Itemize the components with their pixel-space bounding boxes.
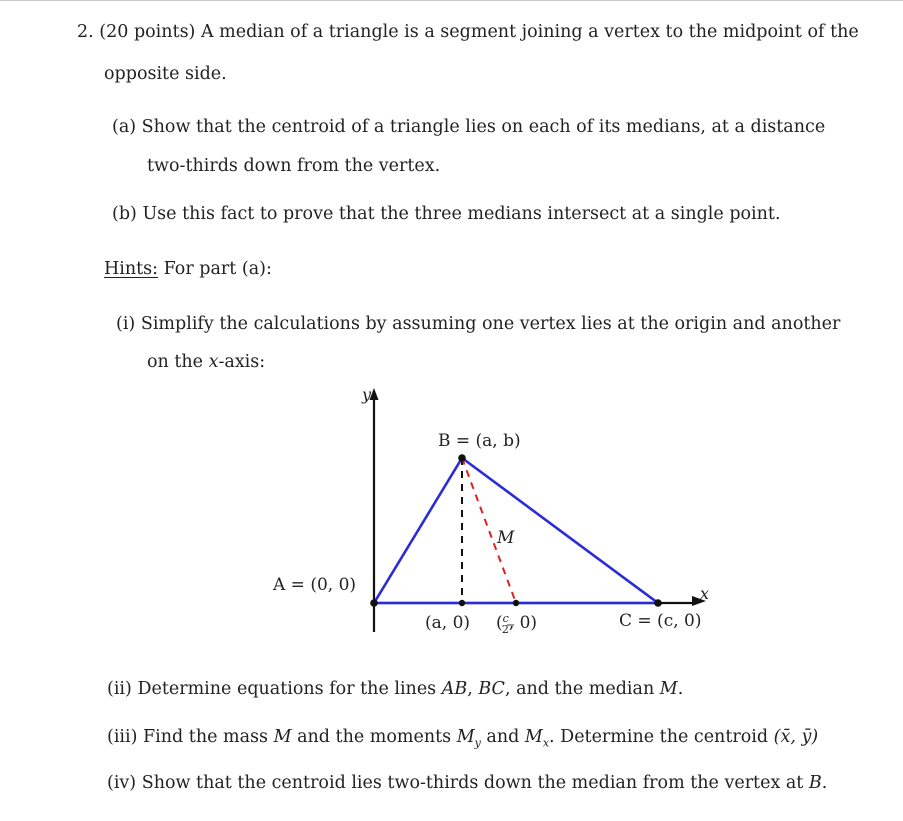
part-a-line-2 [147, 155, 440, 177]
step-i-line-1 [116, 313, 840, 335]
part-a-line-1 [112, 116, 825, 138]
step-iii-mid2: . Determine the centroid [549, 727, 774, 747]
label-A: A = (0, 0) [273, 575, 357, 595]
problem-number: 2. [77, 22, 94, 42]
step-iv-b: B [808, 773, 822, 793]
midpoint-dot [513, 600, 519, 606]
label-C: C = (c, 0) [619, 611, 702, 631]
vertex-C-dot [654, 599, 662, 607]
hints-label: Hints: [104, 259, 159, 279]
part-b-text: Use this fact to prove that the three medians intersect at a single point. [142, 204, 781, 224]
step-iv-pre: Show that the centroid lies two-thirds down the median from the vertex at [141, 773, 809, 793]
part-a-text-1: Show that the centroid of a triangle lies on each of its medians, at a distance [141, 117, 826, 137]
hints-text: For part (a): [163, 259, 272, 279]
problem-line-1 [77, 21, 859, 43]
step-iii-my-sub: y [474, 736, 481, 750]
label-foot: (a, 0) [425, 613, 471, 633]
step-ii-ab: AB [441, 679, 468, 699]
step-iv-label: (iv) [107, 773, 137, 793]
problem-points: (20 points) [99, 22, 196, 42]
step-ii-m: M [659, 679, 678, 699]
step-i-text-2-pre: on the [147, 352, 209, 372]
part-a-text-2: two-thirds down from the vertex. [147, 156, 441, 176]
step-iii-pre: Find the mass [143, 727, 274, 747]
step-i-text-1: Simplify the calculations by assuming one vertex lies at the origin and another [140, 314, 841, 334]
hints-line [104, 258, 272, 280]
step-i-text-2-post: -axis: [218, 352, 266, 372]
step-iii-centroid: (x̄, ȳ) [773, 727, 819, 747]
y-axis-label: y [362, 385, 372, 404]
step-ii-bc: BC [478, 679, 505, 699]
step-iii-line [107, 726, 818, 755]
step-iii-mass: M [273, 727, 292, 747]
step-iii-my: M [456, 727, 475, 747]
triangle-sides [374, 458, 658, 603]
label-M: M [497, 528, 515, 548]
part-a-label: (a) [112, 117, 137, 137]
step-iii-mid1: and the moments [291, 727, 457, 747]
foot-dot [459, 600, 465, 606]
step-iii-mx-sub: x [542, 736, 550, 750]
step-ii-end: . [677, 679, 684, 699]
problem-line-2 [104, 63, 227, 85]
step-i-line-2 [147, 351, 265, 373]
step-i-x-var: x [208, 352, 219, 372]
problem-statement-2: opposite side. [104, 64, 227, 84]
label-B: B = (a, b) [438, 431, 521, 451]
step-i-label: (i) [116, 314, 136, 334]
problem-statement-1: A median of a triangle is a segment joining a vertex to the midpoint of the [200, 22, 859, 42]
part-b-line [112, 203, 781, 225]
vertex-A-dot [370, 599, 378, 607]
step-iv-end: . [821, 773, 828, 793]
step-iii-label: (iii) [107, 727, 138, 747]
step-iii-and: and [480, 727, 525, 747]
step-ii-comma: , [467, 679, 479, 699]
step-ii-pre: Determine equations for the lines [137, 679, 442, 699]
step-ii-label: (ii) [107, 679, 132, 699]
step-ii-mid: , and the median [504, 679, 660, 699]
top-rule [0, 0, 903, 1]
step-ii-line [107, 678, 683, 700]
step-iv-line [107, 772, 827, 794]
x-axis-label: x [700, 584, 710, 603]
step-iii-mx: M [524, 727, 543, 747]
part-b-label: (b) [112, 204, 137, 224]
vertex-B-dot [458, 454, 466, 462]
label-midpoint: ($^c$ 2, 0) [496, 612, 538, 636]
triangle-diagram [0, 380, 903, 650]
